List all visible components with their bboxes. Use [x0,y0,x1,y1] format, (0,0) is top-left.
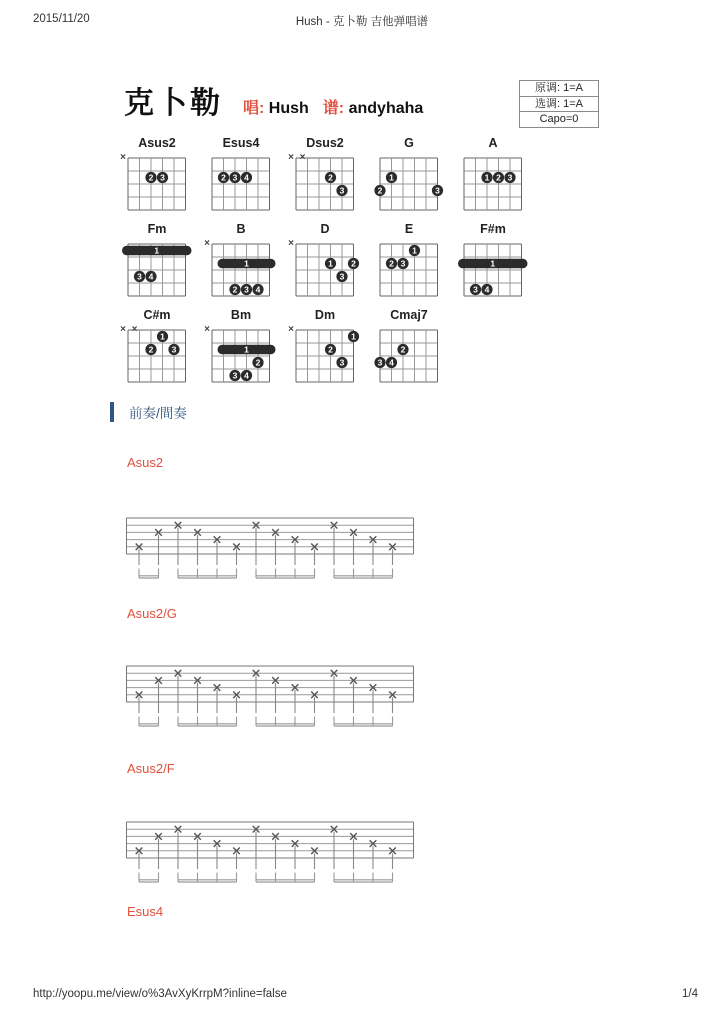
chord-C#m [114,308,192,391]
arranger-label: 谱: [322,100,345,117]
chord-name: Bm [230,308,252,322]
svg-text:1: 1 [244,344,249,355]
svg-text:4: 4 [244,172,249,183]
tab-chord-label: Esus4 [127,904,164,919]
chord-G [366,136,444,219]
section-title: 前奏/間奏 [129,406,187,421]
svg-text:4: 4 [148,271,154,282]
chord-Dsus2 [282,136,360,219]
chord-name: Dsus2 [306,136,344,150]
sing-value: Hush [268,100,309,117]
chord-name: G [404,136,414,150]
chord-name: Dm [314,308,336,322]
page-number: 1/4 [682,988,698,1000]
svg-text:2: 2 [400,344,406,355]
svg-text:2: 2 [221,172,226,183]
svg-text:3: 3 [244,284,249,295]
muted-string-x: × [299,152,306,163]
svg-text:3: 3 [160,172,165,183]
svg-text:1: 1 [484,172,490,183]
svg-text:2: 2 [351,258,356,269]
chord-row [114,308,528,391]
svg-text:1: 1 [328,258,333,269]
svg-text:1: 1 [160,331,165,342]
chord-name: Esus4 [222,136,260,150]
tab-staff-svg [126,510,414,582]
svg-text:4: 4 [255,284,261,295]
svg-text:4: 4 [389,357,394,368]
tab-staff-svg [126,814,414,886]
muted-string-x: × [288,324,294,335]
tab-chord-label: Asus2/G [127,606,177,621]
chord-diagram [198,150,276,214]
svg-text:3: 3 [339,185,345,196]
chord-Cmaj7 [366,308,444,391]
chord-name: Asus2 [138,136,176,150]
svg-text:2: 2 [148,172,154,183]
chord-diagram [198,322,276,386]
sing-label: 唱: [243,100,265,117]
svg-text:2: 2 [389,258,394,269]
svg-text:2: 2 [255,357,261,368]
svg-text:2: 2 [232,284,238,295]
svg-text:3: 3 [507,172,513,183]
svg-text:1: 1 [389,172,394,183]
muted-string-x: × [204,324,210,335]
chord-diagram [114,236,192,300]
svg-text:3: 3 [400,258,406,269]
chord-diagram [366,322,444,386]
svg-text:3: 3 [377,357,383,368]
svg-text:3: 3 [473,284,478,295]
chord-name: D [320,222,330,236]
capo: Capo=0 [539,113,579,125]
chord-diagram [282,322,360,386]
print-header-title: Hush - 克卜勒 吉他弹唱谱 [295,16,429,28]
chord-F#m [450,222,528,305]
chord-diagram [282,236,360,300]
chord-name: Fm [147,222,167,236]
title-block [124,78,423,122]
muted-string-x: × [204,238,210,249]
key-info-box [519,80,599,128]
credits [243,100,423,117]
chord-Fm [114,222,192,305]
chord-diagram [450,150,528,214]
section-header [110,402,187,422]
chord-Dm [282,308,360,391]
chord-name: Cmaj7 [390,308,428,322]
svg-text:2: 2 [328,172,333,183]
chord-diagram [282,150,360,214]
tab-staff [126,658,414,730]
tab-staff [126,510,414,582]
muted-string-x: × [120,324,126,335]
muted-string-x: × [120,152,126,163]
tab-staff-svg [126,658,414,730]
muted-string-x: × [131,324,138,335]
chord-Esus4 [198,136,276,219]
chord-diagram [114,322,192,386]
section-accent-bar [110,402,114,422]
svg-text:3: 3 [339,271,345,282]
svg-text:1: 1 [351,331,356,342]
chord-name: A [488,136,498,150]
chord-Asus2 [114,136,192,219]
song-title: 克卜勒 [124,87,223,120]
svg-text:1: 1 [412,245,417,256]
chord-name: E [404,222,414,236]
svg-text:4: 4 [484,284,490,295]
selected-key: 选调: 1=A [520,97,598,113]
svg-text:3: 3 [435,185,440,196]
svg-text:3: 3 [171,344,177,355]
chord-D [282,222,360,305]
chord-diagram [366,150,444,214]
muted-string-x: × [288,152,294,163]
chord-diagram [450,236,528,300]
svg-text:3: 3 [232,172,238,183]
tab-staff [126,814,414,886]
chord-name: F#m [480,222,506,236]
svg-text:2: 2 [377,185,383,196]
svg-text:1: 1 [490,258,496,269]
print-date: 2015/11/20 [33,13,90,25]
chord-row [114,136,528,219]
chord-row [114,222,528,305]
chord-name: C#m [143,308,171,322]
svg-text:2: 2 [496,172,501,183]
arranger-value: andyhaha [348,100,424,117]
svg-text:4: 4 [244,370,249,381]
tab-chord-label: Asus2/F [127,761,175,776]
chord-diagram [114,150,192,214]
footer-url: http://yoopu.me/view/o%3AvXyKrrpM?inline=false [33,988,287,1000]
chord-Bm [198,308,276,391]
svg-text:2: 2 [328,344,333,355]
chord-A [450,136,528,219]
svg-text:1: 1 [154,245,160,256]
svg-text:3: 3 [339,357,345,368]
chord-B [198,222,276,305]
svg-text:3: 3 [232,370,238,381]
chord-name: B [236,222,246,236]
original-key: 原调: 1=A [520,81,598,97]
chord-diagram [198,236,276,300]
svg-text:2: 2 [148,344,154,355]
chord-diagram [366,236,444,300]
svg-text:3: 3 [137,271,142,282]
svg-text:1: 1 [244,258,249,269]
tab-chord-label: Asus2 [127,455,164,470]
chord-E [366,222,444,305]
muted-string-x: × [288,238,294,249]
chord-area [114,136,528,394]
